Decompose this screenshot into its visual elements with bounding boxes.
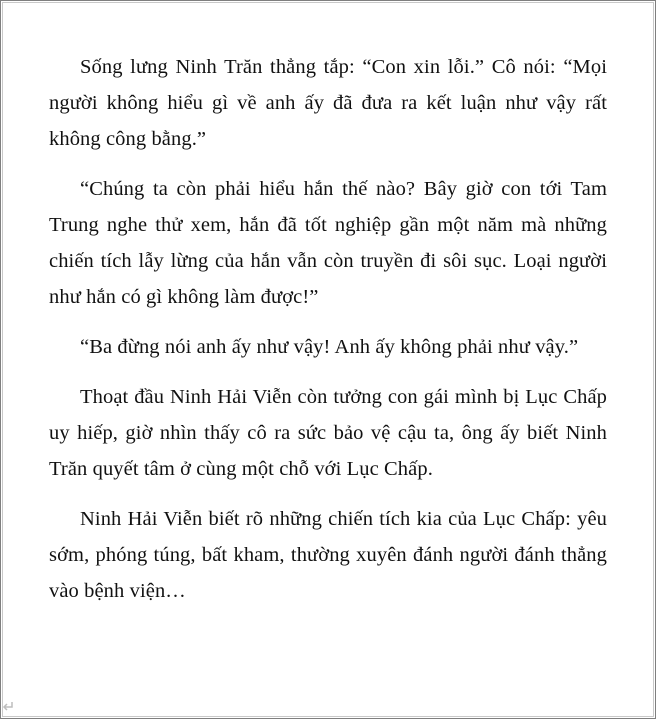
paragraph-1: Sống lưng Ninh Trăn thẳng tắp: “Con xin lỗi.” Cô nói: “Mọi người không hiểu gì về anh ấy đã đưa ra kết luận như vậy rất không công bằng.” [49,56,607,150]
paragraph-5: Ninh Hải Viễn biết rõ những chiến tích kia của Lục Chấp: yêu sớm, phóng túng, bất kham, thường xuyên đánh người đánh thẳng vào bệnh viện… [49,508,607,602]
paragraph-3: “Ba đừng nói anh ấy như vậy! Anh ấy không phải như vậy.” [80,336,579,358]
paragraph-4: Thoạt đầu Ninh Hải Viễn còn tưởng con gái mình bị Lục Chấp uy hiếp, giờ nhìn thấy cô ra sức bảo vệ cậu ta, ông ấy biết Ninh Trăn quyết tâm ở cùng một chỗ với Lục Chấp. [49,386,607,480]
return-arrow-icon [2,698,14,708]
document-body [49,49,607,623]
paragraph-2: “Chúng ta còn phải hiểu hắn thế nào? Bây giờ con tới Tam Trung nghe thử xem, hắn đã tốt nghiệp gần một năm mà những chiến tích lẫy lừng của hắn vẫn còn truyền đi sôi sục. Loại người như hắn có gì không làm được!” [49,178,607,308]
